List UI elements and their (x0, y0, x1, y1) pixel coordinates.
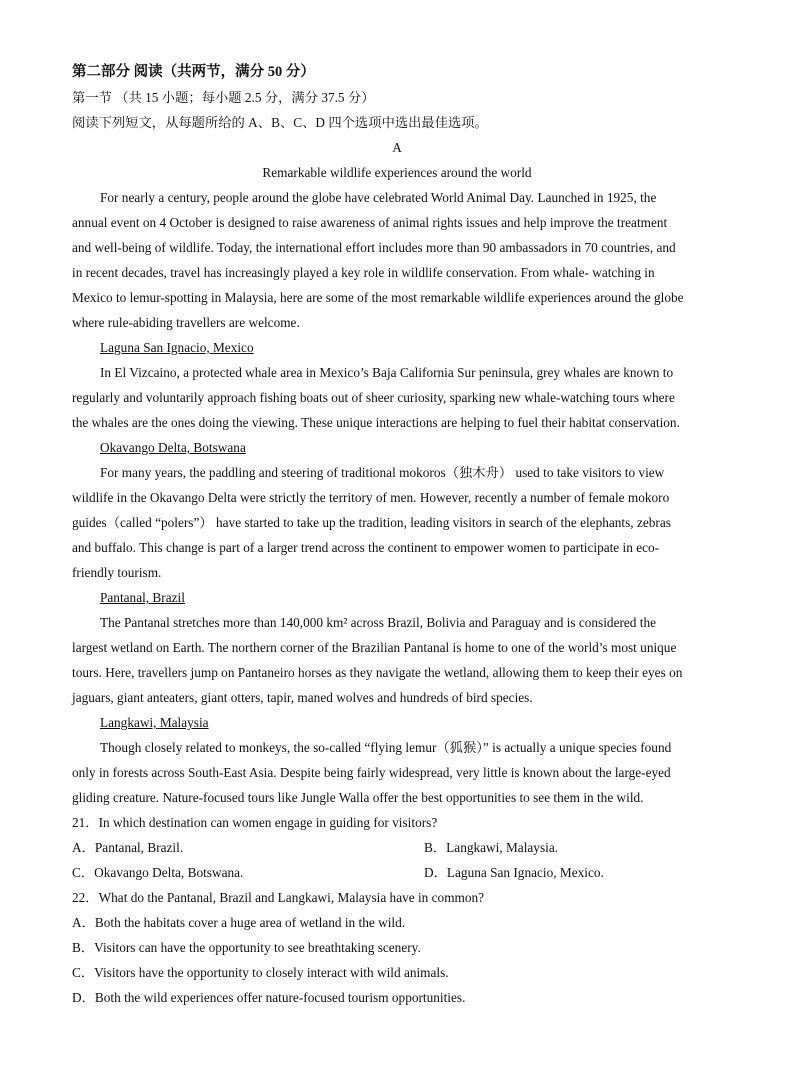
paragraph-line: in recent decades, travel has increasingly played a key role in wildlife conservation. From whale- watching in (72, 265, 655, 280)
part-title: 第二部分 阅读（共两节，满分 50 分） (72, 64, 315, 80)
paragraph-line: where rule-abiding travellers are welcome. (72, 315, 300, 330)
section-heading-okavango: Okavango Delta, Botswana (100, 440, 246, 455)
question-22-stem: 22．What do the Pantanal, Brazil and Langkawi, Malaysia have in common? (72, 890, 485, 905)
passage-title: Remarkable wildlife experiences around the world (262, 165, 532, 180)
paragraph-line: and buffalo. This change is part of a larger trend across the continent to empower women to participate in eco- (72, 540, 660, 555)
passage-letter: A (392, 140, 402, 155)
paragraph-line: In El Vizcaino, a protected whale area in Mexico’s Baja California Sur peninsula, grey whales are known to (100, 365, 674, 380)
question-21-option-d: D．Laguna San Ignacio, Mexico. (424, 865, 604, 880)
paragraph-line: friendly tourism. (72, 565, 162, 580)
paragraph-line: and well-being of wildlife. Today, the international effort includes more than 90 ambassadors in 70 countries, and (72, 240, 676, 255)
paragraph-line: For nearly a century, people around the globe have celebrated World Animal Day. Launched in 1925, the (100, 190, 657, 205)
paragraph-line: the whales are the ones doing the viewing. These unique interactions are helping to fuel their habitat conservation. (72, 415, 680, 430)
section-heading: 第一节 （共 15 小题；每小题 2.5 分，满分 37.5 分） (72, 90, 375, 105)
paragraph-line: annual event on 4 October is designed to raise awareness of animal rights issues and help improve the treatment (72, 215, 668, 230)
section-heading-laguna: Laguna San Ignacio, Mexico (100, 340, 254, 355)
paragraph-line: tours. Here, travellers jump on Pantaneiro horses as they navigate the wetland, allowing them to keep their eyes on (72, 665, 683, 680)
question-21-option-a: A．Pantanal, Brazil. (72, 840, 184, 855)
instruction: 阅读下列短文，从每题所给的 A、B、C、D 四个选项中选出最佳选项。 (72, 115, 488, 130)
paragraph-line: For many years, the paddling and steering of traditional mokoros（独木舟） used to take visitors to view (100, 465, 665, 480)
paragraph-line: largest wetland on Earth. The northern corner of the Brazilian Pantanal is home to one of the world’s most unique (72, 640, 677, 655)
paragraph-line: The Pantanal stretches more than 140,000 km² across Brazil, Bolivia and Paraguay and is considered the (100, 615, 657, 630)
paragraph-line: guides（called “polers”） have started to take up the tradition, leading visitors in search of the elephants, zebras (72, 515, 671, 530)
paragraph-line: gliding creature. Nature-focused tours like Jungle Walla offer the best opportunities to see them in the wild. (72, 790, 644, 805)
question-21-stem: 21．In which destination can women engage in guiding for visitors? (72, 815, 438, 830)
question-22-option-a: A．Both the habitats cover a huge area of wetland in the wild. (72, 915, 406, 930)
paragraph-line: regularly and voluntarily approach fishing boats out of sheer curiosity, sparking new whale-watching tours where (72, 390, 675, 405)
paragraph-line: wildlife in the Okavango Delta were strictly the territory of men. However, recently a number of female mokoro (72, 490, 670, 505)
question-22-option-b: B．Visitors can have the opportunity to see breathtaking scenery. (72, 940, 421, 955)
paragraph-line: Mexico to lemur-spotting in Malaysia, here are some of the most remarkable wildlife experiences around the globe (72, 290, 684, 305)
question-21-option-b: B．Langkawi, Malaysia. (424, 840, 559, 855)
question-21-option-c: C．Okavango Delta, Botswana. (72, 865, 244, 880)
question-22-option-c: C．Visitors have the opportunity to closely interact with wild animals. (72, 965, 449, 980)
section-heading-pantanal: Pantanal, Brazil (100, 590, 185, 605)
paragraph-line: jaguars, giant anteaters, giant otters, tapir, maned wolves and hundreds of bird species. (72, 690, 533, 705)
section-heading-langkawi: Langkawi, Malaysia (100, 715, 209, 730)
question-22-option-d: D．Both the wild experiences offer nature-focused tourism opportunities. (72, 990, 466, 1005)
paragraph-line: Though closely related to monkeys, the so-called “flying lemur（狐猴）” is actually a unique species found (100, 740, 672, 755)
paragraph-line: only in forests across South-East Asia. Despite being fairly widespread, very little is known about the large-eyed (72, 765, 671, 780)
